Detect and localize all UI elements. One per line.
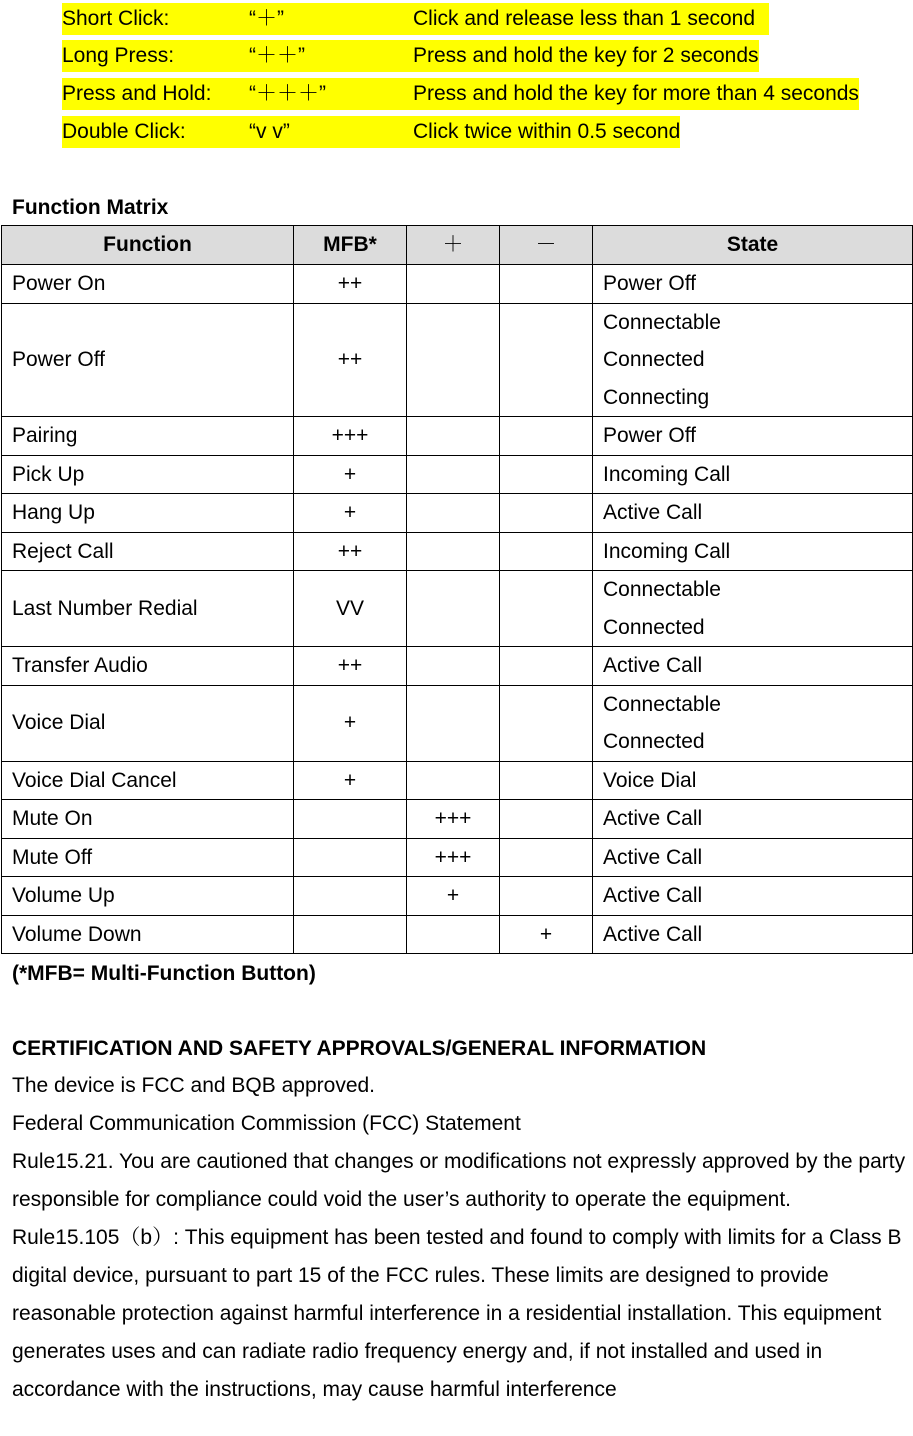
- cell-minus: [500, 761, 593, 800]
- legend-symbol: “＋＋＋”: [249, 78, 413, 110]
- state-line: Incoming Call: [603, 539, 731, 563]
- legend-symbol: “＋＋”: [249, 40, 413, 72]
- table-row: [2, 571, 913, 647]
- cell-mfb: VV: [294, 571, 407, 647]
- state-line: Active Call: [603, 845, 703, 869]
- cell-minus: [500, 685, 593, 761]
- legend-row-long-press: [62, 40, 759, 72]
- cell-state: [593, 571, 913, 647]
- cell-function: Pick Up: [2, 455, 294, 494]
- cell-plus: [407, 685, 500, 761]
- legend-row-short-click: [62, 3, 769, 35]
- cell-state: [593, 494, 913, 533]
- table-row: [2, 685, 913, 761]
- state-line: Power Off: [603, 272, 696, 295]
- cell-mfb: +: [294, 455, 407, 494]
- table-row: [2, 838, 913, 877]
- state-line: Voice Dial: [603, 768, 697, 792]
- cell-mfb: ++: [294, 265, 407, 304]
- cell-state: [593, 417, 913, 456]
- cell-state: [593, 303, 913, 417]
- cell-state: [593, 265, 913, 304]
- cell-plus: [407, 571, 500, 647]
- function-matrix-table: [1, 225, 913, 954]
- cell-function: Hang Up: [2, 494, 294, 533]
- cell-mfb: [294, 877, 407, 916]
- header-mfb: MFB*: [294, 226, 407, 265]
- cell-minus: [500, 571, 593, 647]
- cell-function: Reject Call: [2, 532, 294, 571]
- table-row: [2, 455, 913, 494]
- legend-symbol: “v v”: [249, 116, 413, 148]
- cell-mfb: ++: [294, 303, 407, 417]
- table-header-row: [2, 226, 913, 265]
- paragraph: The device is FCC and BQB approved.: [12, 1074, 376, 1097]
- cell-mfb: [294, 915, 407, 954]
- cell-function: Pairing: [2, 417, 294, 456]
- cell-minus: [500, 265, 593, 304]
- cell-function: Volume Down: [2, 915, 294, 954]
- cell-plus: +++: [407, 800, 500, 839]
- cell-minus: [500, 532, 593, 571]
- cell-minus: [500, 494, 593, 533]
- legend-description: Click twice within 0.5 second: [413, 116, 680, 148]
- cell-minus: [500, 838, 593, 877]
- cell-function: Volume Up: [2, 877, 294, 916]
- cell-mfb: +: [294, 685, 407, 761]
- paragraph: Rule15.105（b）: This equipment has been tested and found to comply with limits for a Class B digital device, pursuant to part 15 of the FCC rules. These limits are designed to provide reasonable protection against harmful interference in a residential installation. This equipment generates uses and can radiate radio frequency energy and, if not installed and used in accordance with the instructions, may cause harmful interference: [12, 1226, 902, 1401]
- state-line: Connectable: [603, 578, 721, 601]
- cell-minus: [500, 647, 593, 686]
- cell-state: [593, 455, 913, 494]
- cell-mfb: [294, 838, 407, 877]
- state-line: Connectable: [603, 310, 721, 334]
- state-line: Active Call: [603, 884, 703, 907]
- cell-mfb: ++: [294, 532, 407, 571]
- cell-function: Transfer Audio: [2, 647, 294, 686]
- cell-plus: [407, 532, 500, 571]
- cell-plus: [407, 761, 500, 800]
- matrix-footnote: (*MFB= Multi-Function Button): [12, 962, 316, 985]
- cell-state: [593, 877, 913, 916]
- cell-function: Voice Dial: [2, 685, 294, 761]
- cell-state: [593, 685, 913, 761]
- table-row: [2, 417, 913, 456]
- cell-state: [593, 647, 913, 686]
- table-row: [2, 494, 913, 533]
- state-line: Incoming Call: [603, 462, 731, 486]
- legend-name: Short Click:: [62, 3, 249, 35]
- certification-body: [12, 1067, 907, 1409]
- legend-name: Double Click:: [62, 116, 249, 148]
- cell-mfb: ++: [294, 647, 407, 686]
- cell-plus: [407, 303, 500, 417]
- table-row: [2, 877, 913, 916]
- cell-plus: [407, 915, 500, 954]
- cell-function: Power Off: [2, 303, 294, 417]
- cell-state: [593, 532, 913, 571]
- cell-plus: [407, 417, 500, 456]
- cell-minus: [500, 417, 593, 456]
- cell-mfb: +: [294, 494, 407, 533]
- table-row: [2, 800, 913, 839]
- state-line: Connected: [603, 348, 705, 371]
- cell-function: Voice Dial Cancel: [2, 761, 294, 800]
- cell-minus: +: [500, 915, 593, 954]
- cell-mfb: +++: [294, 417, 407, 456]
- cell-plus: +++: [407, 838, 500, 877]
- table-row: [2, 761, 913, 800]
- cell-minus: [500, 303, 593, 417]
- state-line: Active Call: [603, 501, 703, 524]
- state-line: Connected: [603, 615, 705, 639]
- state-line: Connected: [603, 730, 705, 753]
- cell-mfb: [294, 800, 407, 839]
- cell-plus: [407, 455, 500, 494]
- legend-description: Press and hold the key for 2 seconds: [413, 40, 759, 72]
- state-line: Active Call: [603, 807, 703, 830]
- certification-heading: CERTIFICATION AND SAFETY APPROVALS/GENERAL INFORMATION: [12, 1037, 707, 1060]
- cell-state: [593, 761, 913, 800]
- cell-function: Power On: [2, 265, 294, 304]
- state-line: Active Call: [603, 922, 703, 946]
- cell-mfb: +: [294, 761, 407, 800]
- legend-description: Click and release less than 1 second: [413, 3, 769, 35]
- cell-plus: +: [407, 877, 500, 916]
- header-function: Function: [2, 226, 294, 265]
- cell-state: [593, 838, 913, 877]
- legend-name: Long Press:: [62, 40, 249, 72]
- paragraph: Federal Communication Commission (FCC) Statement: [12, 1112, 521, 1135]
- legend-row-double-click: [62, 116, 680, 148]
- cell-plus: [407, 494, 500, 533]
- legend-name: Press and Hold:: [62, 78, 249, 110]
- table-row: [2, 303, 913, 417]
- header-minus: －: [500, 226, 593, 265]
- state-line: Connecting: [603, 385, 710, 409]
- cell-function: Mute On: [2, 800, 294, 839]
- cell-minus: [500, 455, 593, 494]
- cell-minus: [500, 800, 593, 839]
- matrix-title: Function Matrix: [12, 196, 169, 219]
- cell-state: [593, 800, 913, 839]
- cell-plus: [407, 647, 500, 686]
- state-line: Connectable: [603, 692, 721, 716]
- table-row: [2, 532, 913, 571]
- cell-state: [593, 915, 913, 954]
- header-state: State: [593, 226, 913, 265]
- state-line: Active Call: [603, 654, 703, 677]
- legend-row-press-and-hold: [62, 78, 859, 110]
- cell-plus: [407, 265, 500, 304]
- cell-function: Mute Off: [2, 838, 294, 877]
- state-line: Power Off: [603, 424, 696, 447]
- legend-description: Press and hold the key for more than 4 seconds: [413, 78, 859, 110]
- cell-minus: [500, 877, 593, 916]
- table-row: [2, 647, 913, 686]
- header-plus: ＋: [407, 226, 500, 265]
- table-row: [2, 265, 913, 304]
- legend-symbol: “＋”: [249, 3, 413, 35]
- table-row: [2, 915, 913, 954]
- paragraph: Rule15.21. You are cautioned that changes or modifications not expressly approved by the party responsible for compliance could void the user’s authority to operate the equipment.: [12, 1150, 906, 1211]
- cell-function: Last Number Redial: [2, 571, 294, 647]
